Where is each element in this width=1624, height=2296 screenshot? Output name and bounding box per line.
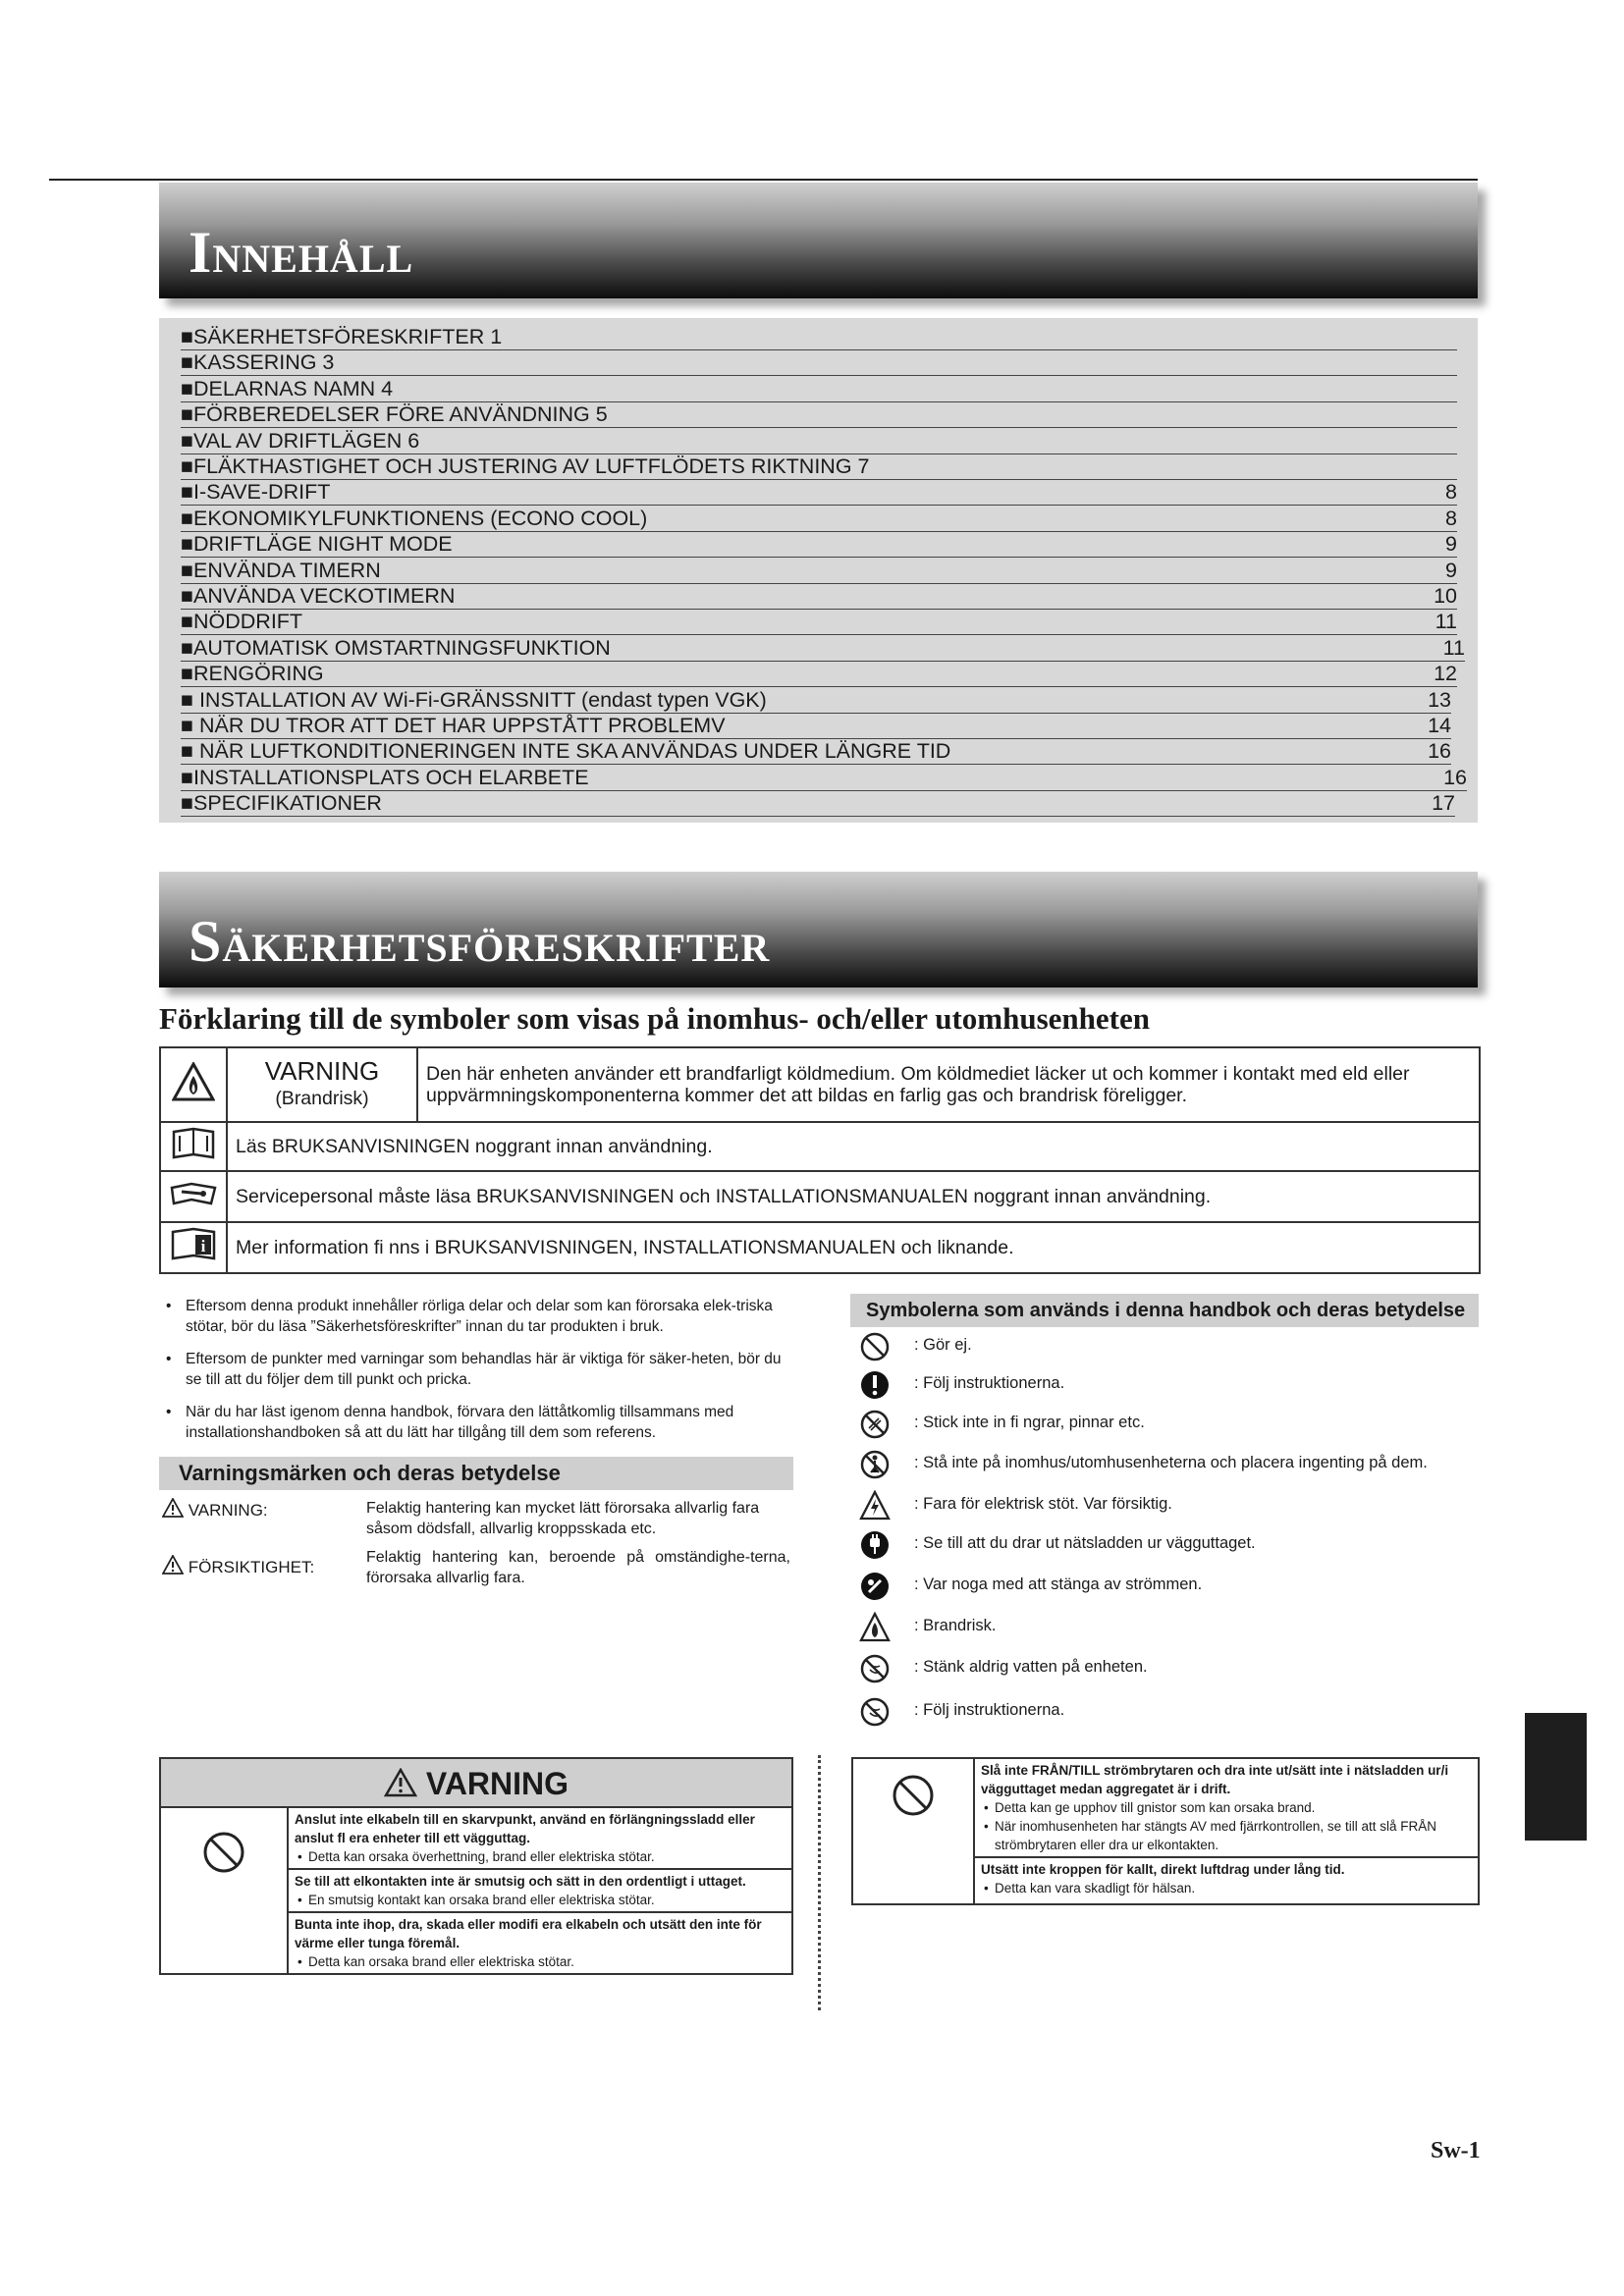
toc-item-page: 13	[1428, 687, 1451, 712]
symbol-item	[859, 1529, 1488, 1569]
toc-item-label: ■ANVÄNDA VECKOTIMERN	[181, 584, 456, 608]
section-thumb-tab	[1525, 1713, 1587, 1841]
power-off-icon	[859, 1571, 891, 1602]
toc-item-label: ■ INSTALLATION AV Wi-Fi-GRÄNSSNITT (endast typen VGK)	[181, 687, 767, 712]
column-divider	[818, 1755, 821, 2010]
brandrisk-label: (Brandrisk)	[275, 1088, 369, 1109]
no-fingers-icon	[859, 1409, 891, 1440]
toc-item[interactable]	[181, 506, 1457, 532]
bullet-item: • Eftersom denna produkt innehåller rörliga delar och delar som kan förorsaka elek-triska stötar, bör du läsa ”Säkerhetsföreskrifter” innan du tar produkten i bruk.	[160, 1296, 798, 1337]
warning-item-note: • När inomhusenheten har stängts AV med fjärrkontrollen, se till att slå FRÅN strömbrytaren eller dra ur elkontakten.	[981, 1817, 1472, 1854]
toc-item-page: 10	[1434, 584, 1457, 608]
toc-item-label: ■DELARNAS NAMN 4	[181, 376, 394, 400]
varning-mark	[162, 1498, 268, 1521]
toc-item-page: 16	[1428, 739, 1451, 764]
symbol-item	[859, 1653, 1488, 1692]
toc-item[interactable]	[181, 479, 1457, 506]
mandatory-icon	[859, 1369, 891, 1401]
toc-item[interactable]	[181, 349, 1457, 376]
toc-item[interactable]	[181, 765, 1467, 791]
symbol-item	[859, 1612, 1488, 1651]
warning-triangle-icon	[384, 1768, 417, 1797]
symbol-item	[859, 1696, 1488, 1735]
symbol-item	[859, 1571, 1488, 1610]
toc-item-page: 17	[1432, 791, 1455, 816]
symbol-item-text: : Stänk aldrig vatten på enheten.	[914, 1658, 1148, 1676]
warning-item-note: • Detta kan orsaka brand eller elektriska stötar.	[295, 1952, 785, 1971]
manual-row-text: Läs BRUKSANVISNINGEN noggrant innan användning.	[227, 1122, 1480, 1171]
varning-mark-label: VARNING:	[188, 1501, 268, 1520]
info-book-icon	[160, 1222, 227, 1273]
toc-title: INNEHÅLL	[189, 220, 414, 285]
safety-title: SÄKERHETSFÖRESKRIFTER	[189, 909, 771, 974]
toc-item-page: 11	[1435, 610, 1457, 634]
toc-item-label: ■I-SAVE-DRIFT	[181, 480, 331, 505]
toc-item[interactable]	[181, 790, 1455, 817]
forsiktighet-mark	[162, 1555, 314, 1577]
unit-symbols-table	[159, 1046, 1481, 1274]
page-number: Sw-1	[1431, 2138, 1481, 2163]
caution-triangle-icon	[162, 1555, 184, 1575]
prohibition-icon	[859, 1331, 891, 1362]
warning-item-title: Slå inte FRÅN/TILL strömbrytaren och dra inte ut/sätt inte i nätsladden ur/i vägguttaget medan aggregatet är i drift.	[981, 1763, 1449, 1796]
toc-item-label: ■FLÄKTHASTIGHET OCH JUSTERING AV LUFTFLÖDETS RIKTNING 7	[181, 454, 870, 478]
toc-item-label: ■RENGÖRING	[181, 662, 324, 686]
warning-item-note: • Detta kan vara skadligt för hälsan.	[981, 1879, 1472, 1897]
toc-item[interactable]	[181, 635, 1465, 662]
toc-item-page: 9	[1445, 558, 1457, 582]
symbol-item	[859, 1409, 1488, 1448]
toc-item-label: ■DRIFTLÄGE NIGHT MODE	[181, 532, 453, 557]
warning-item-note: • Detta kan ge upphov till gnistor som kan orsaka brand.	[981, 1798, 1472, 1817]
toc-item-page: 11	[1442, 635, 1465, 660]
symbol-item-text: : Följ instruktionerna.	[914, 1701, 1065, 1719]
varning-mark-text: Felaktig hantering kan mycket lätt förorsaka allvarlig fara såsom dödsfall, allvarlig kroppsskada etc.	[366, 1500, 760, 1537]
toc-item[interactable]	[181, 376, 1457, 402]
toc-item[interactable]	[181, 324, 1457, 350]
symbol-item	[859, 1490, 1488, 1529]
toc-item[interactable]	[181, 401, 1457, 428]
service-manual-icon	[160, 1171, 227, 1222]
toc-item[interactable]	[181, 558, 1457, 584]
book-icon	[160, 1122, 227, 1171]
prohibition-icon	[160, 1807, 288, 1974]
toc-item-page: 14	[1428, 714, 1451, 737]
toc-item-label: ■NÖDDRIFT	[181, 610, 303, 634]
toc-item-label: ■ENVÄNDA TIMERN	[181, 558, 381, 582]
warning-triangle-icon	[162, 1498, 184, 1518]
toc-item[interactable]	[181, 738, 1451, 765]
warning-box-title: VARNING	[425, 1766, 569, 1801]
bullet-item: • När du har läst igenom denna handbok, förvara den lättåtkomlig tillsammans med installationshandboken så att du lätt har tillgång till dem som referens.	[160, 1402, 798, 1443]
toc-item-label: ■FÖRBEREDELSER FÖRE ANVÄNDNING 5	[181, 402, 608, 427]
toc-box	[159, 318, 1478, 823]
warning-item-title: Utsätt inte kroppen för kallt, direkt luftdrag under lång tid.	[981, 1862, 1345, 1877]
symbol-item-text: : Gör ej.	[914, 1336, 972, 1354]
service-row-text: Servicepersonal måste läsa BRUKSANVISNINGEN och INSTALLATIONSMANUALEN noggrant innan användning.	[227, 1171, 1480, 1222]
no-water-icon	[859, 1653, 891, 1684]
svg-text:i: i	[200, 1237, 206, 1255]
toc-item[interactable]	[181, 583, 1457, 610]
unplug-icon	[859, 1529, 891, 1561]
toc-item-label: ■AUTOMATISK OMSTARTNINGSFUNKTION	[181, 635, 611, 660]
top-rule	[49, 179, 1478, 181]
varning-label: VARNING	[264, 1056, 380, 1086]
varning-text: Den här enheten använder ett brandfarligt köldmedium. Om köldmediet läcker ut och kommer i kontakt med eld eller uppvärmningskomponenterna kommer det att bildas en farlig gas och brandrisk föreligger.	[417, 1047, 1480, 1122]
toc-item-page: 8	[1445, 506, 1457, 530]
forsiktighet-mark-label: FÖRSIKTIGHET:	[188, 1558, 315, 1576]
toc-item[interactable]	[181, 687, 1451, 714]
prohibition-icon	[852, 1758, 974, 1904]
toc-item[interactable]	[181, 609, 1457, 635]
warning-box-right	[851, 1757, 1480, 1905]
symbol-item-text: : Brandrisk.	[914, 1617, 997, 1634]
safety-banner	[159, 872, 1478, 988]
warning-item-title: Bunta inte ihop, dra, skada eller modifi era elkabeln och utsätt den inte för värme eller tunga föremål.	[295, 1917, 762, 1950]
bullet-item: • Eftersom de punkter med varningar som behandlas här är viktiga för säker-heten, bör du se till att du följer dem till punkt och pricka.	[160, 1349, 798, 1390]
toc-item-label: ■SPECIFIKATIONER	[181, 791, 382, 816]
no-standing-icon	[859, 1449, 891, 1480]
symbol-item-text: : Följ instruktionerna.	[914, 1374, 1065, 1392]
symbols-heading: Förklaring till de symboler som visas på inomhus- och/eller utomhusenheten	[159, 1001, 1150, 1036]
warning-marks-title: Varningsmärken och deras betydelse	[159, 1457, 793, 1490]
toc-item-label: ■SÄKERHETSFÖRESKRIFTER 1	[181, 325, 503, 348]
toc-item-page: 12	[1434, 662, 1457, 686]
warning-box-left	[159, 1757, 793, 1975]
toc-item-page: 16	[1443, 765, 1467, 789]
toc-item-page: 9	[1445, 532, 1457, 557]
fire-icon	[859, 1612, 891, 1643]
warning-item-note: • En smutsig kontakt kan orsaka brand eller elektriska stötar.	[295, 1891, 785, 1909]
symbol-item-text: : Se till att du drar ut nätsladden ur vägguttaget.	[914, 1534, 1256, 1552]
toc-item-label: ■ NÄR DU TROR ATT DET HAR UPPSTÅTT PROBLEMV	[181, 714, 726, 737]
warning-item-title: Se till att elkontakten inte är smutsig och sätt in den ordentligt i uttaget.	[295, 1874, 746, 1889]
info-row-text: Mer information fi nns i BRUKSANVISNINGEN, INSTALLATIONSMANUALEN och liknande.	[227, 1222, 1480, 1273]
warning-item-note: • Detta kan orsaka överhettning, brand eller elektriska stötar.	[295, 1847, 785, 1866]
manual-symbols-title: Symbolerna som används i denna handbok och deras betydelse	[850, 1294, 1479, 1327]
toc-item-label: ■VAL AV DRIFTLÄGEN 6	[181, 428, 420, 453]
warning-item-title: Anslut inte elkabeln till en skarvpunkt, använd en förlängningssladd eller anslut fl era enheter till ett vägguttag.	[295, 1812, 755, 1845]
symbol-item-text: : Fara för elektrisk stöt. Var försiktig.	[914, 1495, 1172, 1513]
electric-shock-icon	[859, 1490, 891, 1522]
symbol-item-text: : Stå inte på inomhus/utomhusenheterna och placera ingenting på dem.	[914, 1454, 1428, 1471]
warning-box-header	[160, 1758, 792, 1807]
toc-item-label: ■ NÄR LUFTKONDITIONERINGEN INTE SKA ANVÄNDAS UNDER LÄNGRE TID	[181, 739, 951, 764]
toc-item[interactable]	[181, 713, 1451, 739]
toc-item[interactable]	[181, 531, 1457, 558]
toc-item[interactable]	[181, 454, 1457, 480]
symbol-item-text: : Stick inte in fi ngrar, pinnar etc.	[914, 1414, 1145, 1431]
toc-item-label: ■INSTALLATIONSPLATS OCH ELARBETE	[181, 765, 589, 789]
fire-warning-icon	[160, 1047, 227, 1122]
toc-item[interactable]	[181, 428, 1457, 454]
intro-bullets	[160, 1296, 798, 1455]
symbol-item	[859, 1331, 1488, 1370]
toc-item-page: 8	[1445, 480, 1457, 505]
symbol-item	[859, 1449, 1488, 1488]
toc-item-label: ■EKONOMIKYLFUNKTIONENS (ECONO COOL)	[181, 506, 648, 530]
instruction-icon	[859, 1696, 891, 1728]
symbol-item-text: : Var noga med att stänga av strömmen.	[914, 1575, 1203, 1593]
toc-banner	[159, 183, 1478, 298]
symbol-item	[859, 1369, 1488, 1409]
toc-item[interactable]	[181, 661, 1457, 687]
toc-item-label: ■KASSERING 3	[181, 350, 335, 375]
forsiktighet-mark-text: Felaktig hantering kan, beroende på omständighe-terna, förorsaka allvarlig fara.	[366, 1549, 790, 1586]
